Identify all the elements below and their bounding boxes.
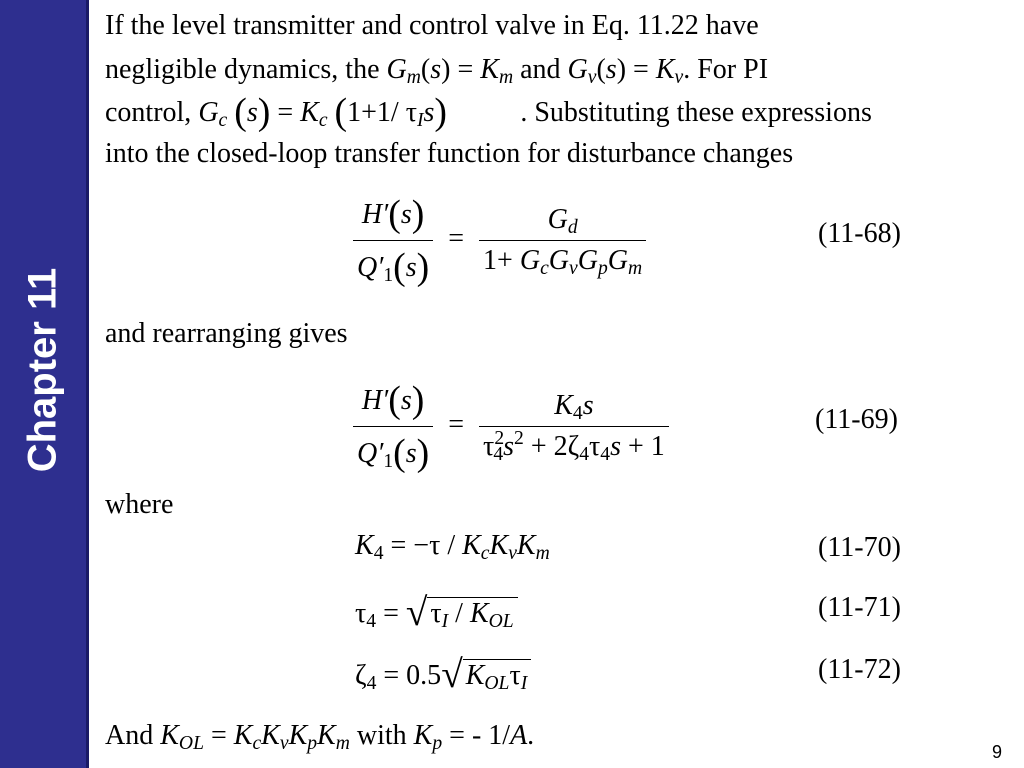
equation-11-71: $\tau_4$ = √ $\tau_I / K_{OL}$ [355, 590, 518, 635]
intro-line-4: into the closed-loop transfer function for disturbance changes [105, 138, 794, 169]
kol-definition: And $K_{OL} = K_cK_vK_pK_m$ with $K_p$ = - 1/A. [105, 720, 535, 754]
chapter-sidebar [0, 0, 89, 768]
gv-expr: $G_v(s) = K_v$ [567, 54, 684, 88]
eq-number-11-72: (11-72) [818, 654, 901, 685]
equation-11-72: $\zeta_4 = 0.5√$ $K_{OL}\tau_I$ [355, 652, 531, 697]
gm-expr: $G_m(s) = K_m$ [386, 54, 514, 88]
where-text: where [105, 489, 174, 520]
intro-line-1: If the level transmitter and control valve in Eq. 11.22 have [105, 10, 759, 41]
eq-number-11-70: (11-70) [818, 532, 901, 563]
chapter-label: Chapter 11 [20, 267, 65, 473]
eq-number-11-69: (11-69) [815, 404, 898, 435]
rearranging-text: and rearranging gives [105, 318, 348, 349]
page-number: 9 [991, 742, 1002, 762]
eq-number-11-68: (11-68) [818, 218, 901, 249]
equation-11-69: $\frac{H'(s)}{Q'_1(s)}$ = $\frac{K_4s}{\tau^2_4s^2 + 2\zeta_4\tau_4s + 1}$ [353, 378, 669, 475]
intro-line-3: control, $G_c$ $(s) = K_c$ (1+1/ $\tau_Is$) . Substituting these expressions [105, 91, 872, 133]
gc-expr: $G_c$ $(s) = K_c$ (1+1/ $\tau_Is$) [198, 91, 447, 133]
equation-11-70: $K_4 = -\tau / K_cK_vK_m$ [355, 530, 550, 564]
equation-11-68: $\frac{H'(s)}{Q'_1(s)}$ = $\frac{G_d}{1+ G_cG_vG_pG_m}$ [353, 192, 646, 289]
intro-line-2: negligible dynamics, the $G_m(s) = K_m$ and $G_v(s) = K_v$. For PI [105, 54, 769, 88]
eq-number-11-71: (11-71) [818, 592, 901, 623]
